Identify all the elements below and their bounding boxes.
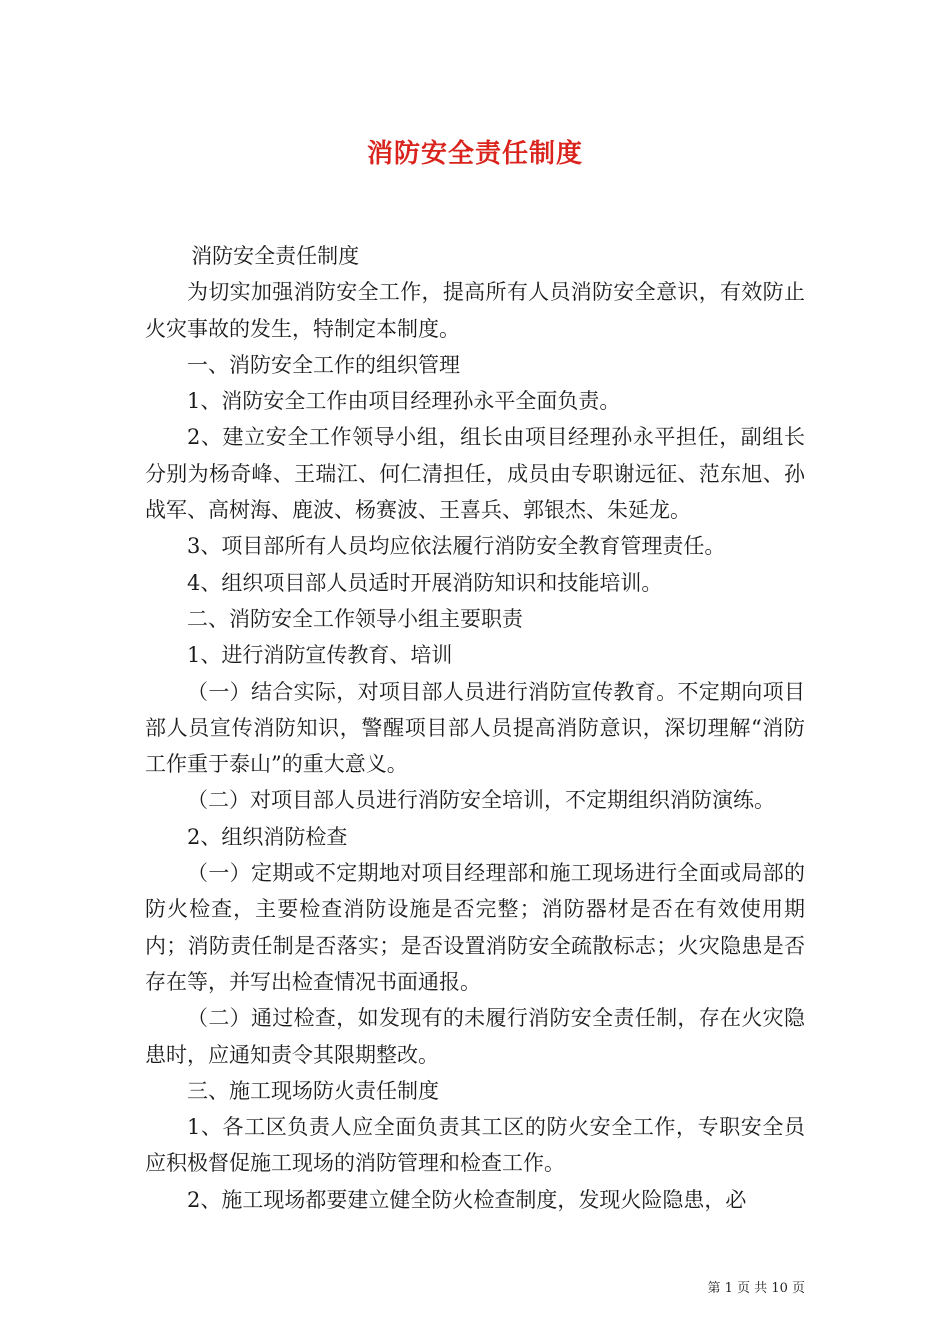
- paragraph: 2、施工现场都要建立健全防火检查制度，发现火险隐患，必: [187, 1187, 747, 1212]
- paragraph: （二）通过检查，如发现有的未履行消防安全责任制，存在火灾隐患时，应通知责令其限期整改。: [145, 1006, 805, 1067]
- paragraph: 消防安全责任制度: [191, 244, 360, 268]
- paragraph: 3、项目部所有人员均应依法履行消防安全教育管理责任。: [187, 534, 726, 559]
- paragraph: 1、进行消防宣传教育、培训: [187, 643, 453, 668]
- paragraph: 1、各工区负责人应全面负责其工区的防火安全工作，专职安全员应积极督促施工现场的消防管理和检查工作。: [145, 1115, 805, 1176]
- paragraph: 2、建立安全工作领导小组，组长由项目经理孙永平担任，副组长分别为杨奇峰、王瑞江、何仁清担任，成员由专职谢远征、范东旭、孙战军、高树海、鹿波、杨赛波、王喜兵、郭银杰、朱延龙。: [145, 425, 805, 523]
- paragraph: 1、消防安全工作由项目经理孙永平全面负责。: [187, 389, 621, 414]
- document-title: 消防安全责任制度: [366, 139, 583, 169]
- paragraph: 三、施工现场防火责任制度: [187, 1078, 439, 1103]
- paragraph: 一、消防安全工作的组织管理: [187, 352, 460, 377]
- paragraph: 二、消防安全工作领导小组主要职责: [187, 606, 523, 631]
- paragraph: 4、组织项目部人员适时开展消防知识和技能培训。: [187, 570, 663, 595]
- paragraph: （一）结合实际，对项目部人员进行消防宣传教育。不定期向项目部人员宣传消防知识，警醒项目部人员提高消防意识，深切理解“消防工作重于泰山”的重大意义。: [145, 679, 805, 777]
- paragraph: 2、组织消防检查: [187, 824, 348, 849]
- paragraph: （二）对项目部人员进行消防安全培训，不定期组织消防演练。: [187, 788, 775, 813]
- document-body: [145, 238, 805, 1218]
- paragraph: 为切实加强消防安全工作，提高所有人员消防安全意识，有效防止火灾事故的发生，特制定本制度。: [145, 280, 805, 341]
- paragraph: （一）定期或不定期地对项目经理部和施工现场进行全面或局部的防火检查，主要检查消防设施是否完整；消防器材是否在有效使用期内；消防责任制是否落实；是否设置消防安全疏散标志；火灾隐患是否存在等，并写出检查情况书面通报。: [145, 861, 805, 994]
- page-footer: 第 1 页 共 10 页: [707, 1281, 805, 1296]
